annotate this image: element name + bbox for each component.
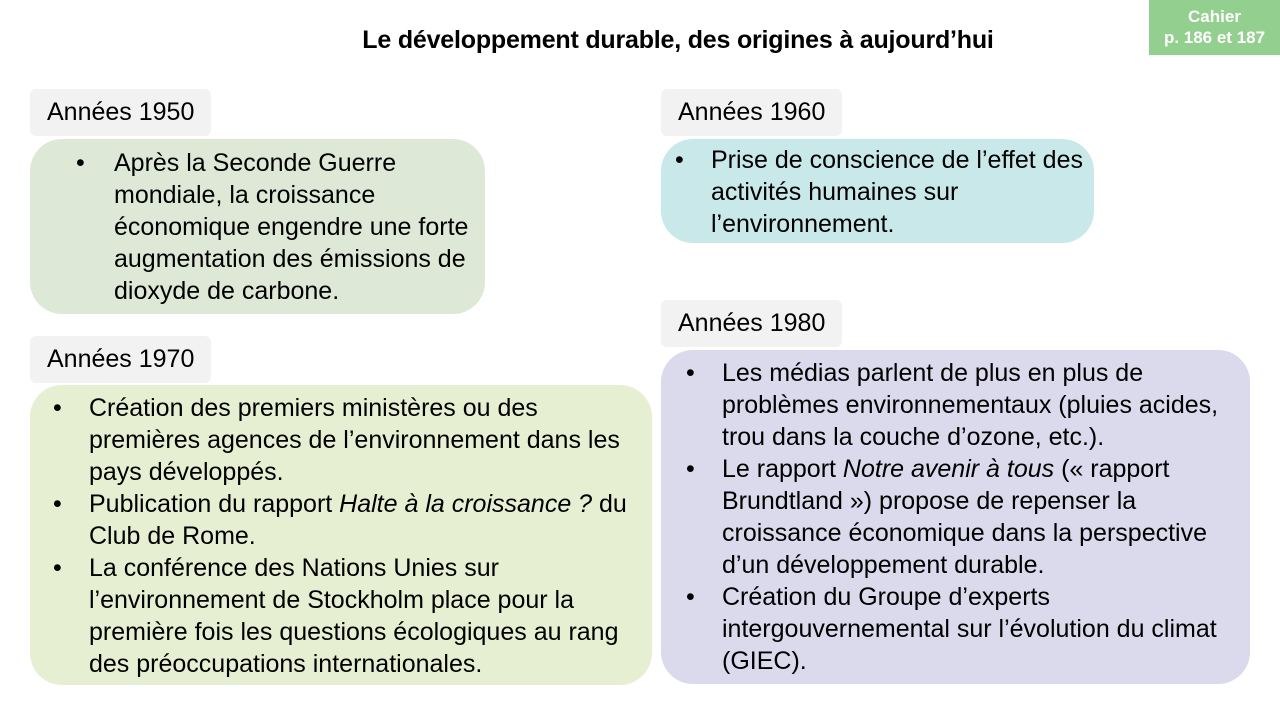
list-1980 <box>722 357 1242 677</box>
list-item: • Les médias parlent de plus en plus de problèmes environnementaux (pluies acides, trou dans la couche d’ozone, etc.). <box>722 357 1242 453</box>
list-item <box>89 488 644 552</box>
page-title: Le développement durable, des origines à aujourd’hui <box>362 26 994 54</box>
era-label-1960: Années 1960 <box>661 89 842 136</box>
report-title: Halte à la croissance ? <box>339 490 593 518</box>
box-1980 <box>661 350 1250 684</box>
list-item: • La conférence des Nations Unies sur l’environnement de Stockholm place pour la première fois les questions écologiques au rang des préoccupations internationales. <box>89 552 644 680</box>
item-text: (« rapport Brundtland ») propose de repenser la croissance économique dans la perspective d’un développement durable. <box>722 455 1207 579</box>
box-1960 <box>661 139 1094 243</box>
item-text: Publication du rapport <box>89 490 340 518</box>
badge-line-1: Cahier <box>1188 7 1241 26</box>
list-item: • Prise de conscience de l’effet des activités humaines sur l’environnement. <box>711 144 1084 240</box>
list-item: • Création des premiers ministères ou des premières agences de l’environnement dans les pays développés. <box>89 392 644 488</box>
box-1970 <box>30 385 652 685</box>
era-label-1970: Années 1970 <box>30 336 211 383</box>
era-label-1950: Années 1950 <box>30 89 211 136</box>
box-1950 <box>30 139 485 314</box>
list-item: • Après la Seconde Guerre mondiale, la croissance économique engendre une forte augmentation des émissions de dioxyde de carbone. <box>114 147 475 307</box>
cahier-badge <box>1149 0 1280 55</box>
list-1950 <box>114 147 475 307</box>
report-title: Notre avenir à tous <box>842 455 1055 483</box>
list-1960 <box>711 144 1084 240</box>
list-1970 <box>89 392 644 680</box>
badge-line-2: p. 186 et 187 <box>1163 28 1266 47</box>
era-label-1980: Années 1980 <box>661 300 842 347</box>
item-text: du Club de Rome. <box>89 490 627 550</box>
item-text: Le rapport <box>722 455 843 483</box>
list-item: • Création du Groupe d’experts intergouvernemental sur l’évolution du climat (GIEC). <box>722 581 1242 677</box>
list-item <box>722 453 1242 581</box>
